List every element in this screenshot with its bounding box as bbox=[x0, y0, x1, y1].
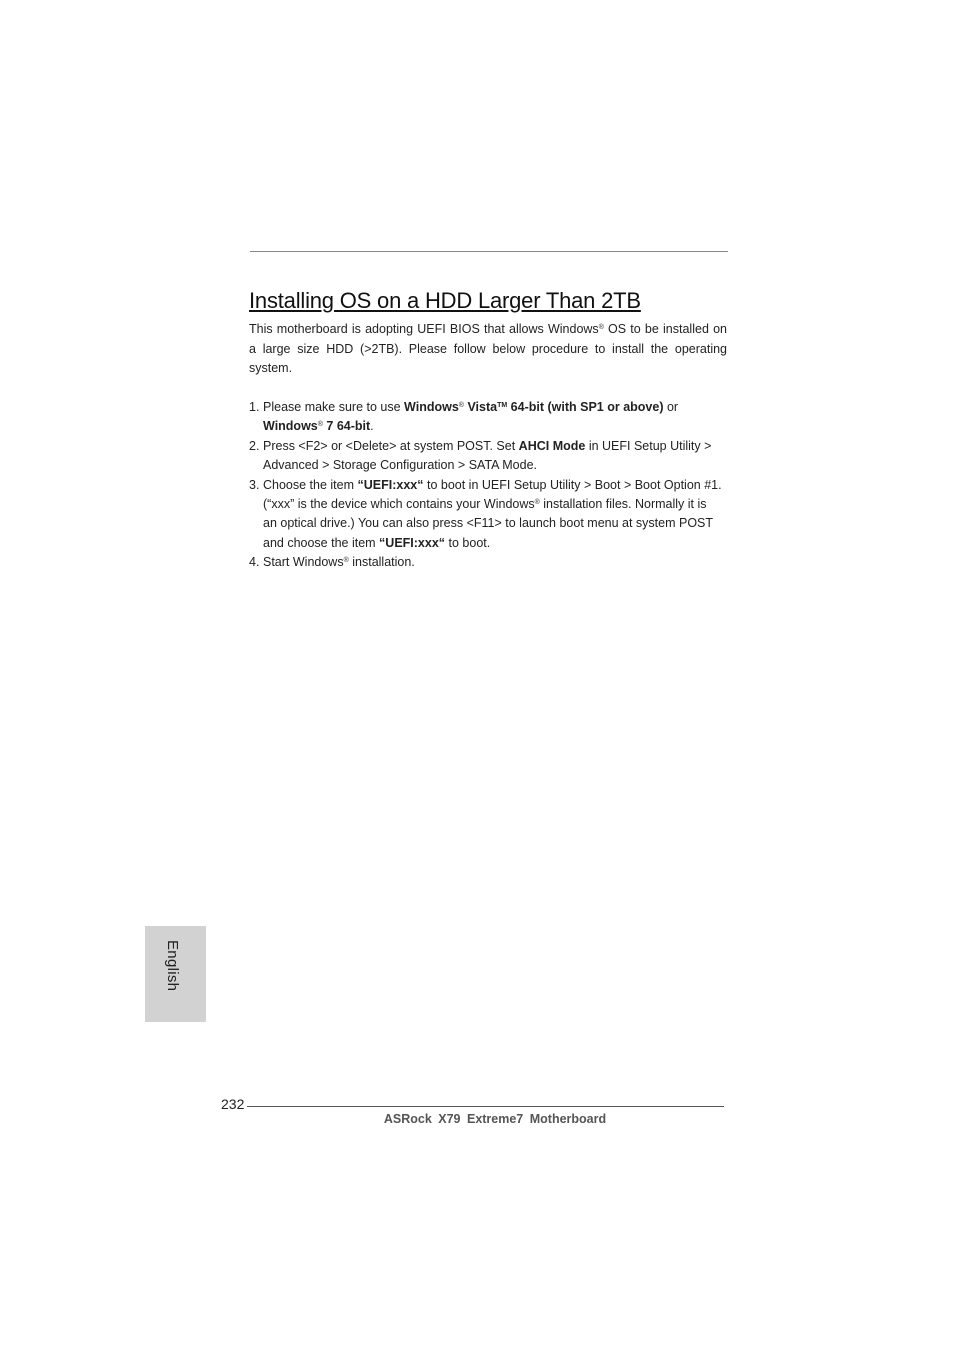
step-text: to boot. bbox=[445, 535, 491, 550]
step-text: Start Windows bbox=[263, 555, 344, 570]
step-text: (“xxx” is the device which contains your Windows bbox=[263, 497, 535, 512]
step-text: Advanced > Storage Configuration > SATA Mode. bbox=[263, 458, 538, 473]
page-title: Installing OS on a HDD Larger Than 2TB bbox=[249, 288, 641, 313]
intro-text-2: OS to be installed on a large size HDD (>2TB). Please follow below procedure to install the operating system. bbox=[249, 322, 727, 375]
step-3 bbox=[249, 476, 729, 554]
step-text: an optical drive.) You can also press <F11> to launch boot menu at system POST bbox=[263, 516, 714, 531]
header-rule bbox=[250, 251, 728, 252]
registered-mark: ® bbox=[317, 421, 323, 429]
step-bold: Vista bbox=[463, 400, 498, 414]
step-bold: 64-bit (with SP1 or above) bbox=[507, 400, 664, 414]
step-number: 1. bbox=[249, 400, 260, 414]
step-text: Choose the item bbox=[263, 477, 358, 492]
step-4 bbox=[249, 553, 729, 572]
footer-rule bbox=[247, 1106, 724, 1107]
step-bold: Windows bbox=[404, 400, 459, 414]
intro-paragraph bbox=[249, 320, 727, 379]
page-number: 232 bbox=[221, 1096, 245, 1112]
trademark-mark: TM bbox=[497, 402, 508, 409]
language-tab bbox=[145, 926, 206, 1022]
step-bold: 7 64-bit bbox=[322, 419, 371, 434]
step-1 bbox=[249, 398, 729, 437]
step-2 bbox=[249, 437, 729, 476]
registered-mark: ® bbox=[598, 324, 604, 331]
registered-mark: ® bbox=[458, 402, 464, 409]
step-text: Please make sure to use bbox=[263, 400, 405, 414]
footer-title: ASRock X79 Extreme7 Motherboard bbox=[383, 1112, 607, 1126]
step-number: 2. bbox=[249, 438, 260, 453]
step-number: 4. bbox=[249, 555, 260, 570]
step-text: . bbox=[370, 419, 374, 434]
language-tab-label: English bbox=[164, 940, 181, 992]
step-text: Press <F2> or <Delete> at system POST. Set bbox=[263, 438, 519, 453]
intro-text-1: This motherboard is adopting UEFI BIOS that allows Windows bbox=[249, 322, 599, 336]
registered-mark: ® bbox=[534, 499, 540, 507]
step-number: 3. bbox=[249, 477, 260, 492]
step-text: installation. bbox=[348, 555, 415, 570]
step-text: installation files. Normally it is bbox=[539, 497, 707, 512]
step-text: to boot in UEFI Setup Utility > Boot > Boot Option #1. bbox=[423, 477, 722, 492]
step-bold: Windows bbox=[263, 419, 318, 434]
step-bold: AHCI Mode bbox=[518, 438, 586, 453]
step-text: and choose the item bbox=[263, 535, 380, 550]
registered-mark: ® bbox=[343, 557, 349, 565]
procedure-list bbox=[249, 398, 729, 573]
step-text: or bbox=[663, 400, 679, 414]
step-bold: “UEFI:xxx“ bbox=[379, 535, 446, 550]
step-text: in UEFI Setup Utility > bbox=[585, 438, 712, 453]
step-bold: “UEFI:xxx“ bbox=[357, 477, 424, 492]
